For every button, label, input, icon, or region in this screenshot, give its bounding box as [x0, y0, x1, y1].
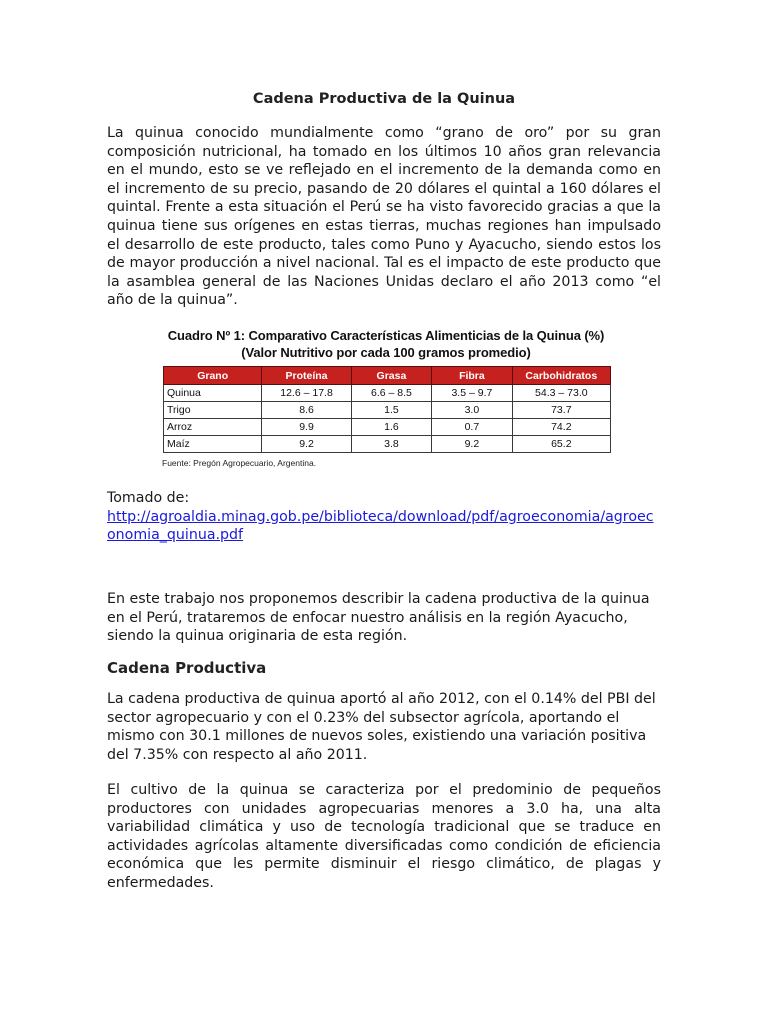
figure-subtitle: (Valor Nutritivo por cada 100 gramos promedio) [241, 345, 531, 360]
table-cell: 3.5 – 9.7 [432, 385, 512, 402]
table-header-row [164, 367, 611, 385]
table-cell: 65.2 [512, 436, 610, 453]
table-cell: 0.7 [432, 419, 512, 436]
intro-paragraph: La quinua conocido mundialmente como “grano de oro” por su gran composición nutricional, ha tomado en los últimos 10 años gran relevancia en el mundo, esto se ve reflejado en el incremento de la demanda como en el incremento de su precio, pasando de 20 dólares el quintal a 160 dólares el quintal. Frente a esta situación el Perú se ha visto favorecido gracias a que la quinua tiene sus orígenes en estas tierras, muchas regiones han impulsado el desarrollo de este producto, tales como Puno y Ayacucho, siendo estos los de mayor producción a nivel nacional. Tal es el impacto de este producto que la asamblea general de las Naciones Unidas declaro el año 2013 como “el año de la quinua”. [107, 125, 661, 309]
section-heading: Cadena Productiva [107, 659, 267, 677]
page-title: Cadena Productiva de la Quinua [252, 91, 516, 107]
table-cell: 74.2 [512, 419, 610, 436]
table-cell: Arroz [164, 419, 262, 436]
table-cell: 9.9 [262, 419, 351, 436]
table-cell: 12.6 – 17.8 [262, 385, 351, 402]
table-cell: Maíz [164, 436, 262, 453]
table-cell: 1.5 [351, 402, 431, 419]
table-row [164, 385, 611, 402]
table-cell: 3.8 [351, 436, 431, 453]
nutrition-table [163, 366, 611, 453]
section-paragraph-1: La cadena productiva de quinua aportó al año 2012, con el 0.14% del PBI del sector agropecuario y con el 0.23% del subsector agrícola, aportando el mismo con 30.1 millones de nuevos soles, existiendo una variación positiva del 7.35% con respecto al año 2011. [107, 691, 656, 763]
table-row [164, 436, 611, 453]
reference-block [107, 489, 661, 545]
header-cell: Carbohidratos [512, 367, 610, 385]
table-cell: 73.7 [512, 402, 610, 419]
table-cell: Trigo [164, 402, 262, 419]
header-cell: Fibra [432, 367, 512, 385]
table-cell: 9.2 [262, 436, 351, 453]
header-cell: Grano [164, 367, 262, 385]
reference-label: Tomado de: [107, 490, 190, 506]
table-row [164, 419, 611, 436]
table-cell: 6.6 – 8.5 [351, 385, 431, 402]
section-paragraph-2: El cultivo de la quinua se caracteriza por el predominio de pequeños productores con unidades agropecuarias menores a 3.0 ha, una alta variabilidad climática y uso de tecnología tradicional que se traduce en actividades agrícolas altamente diversificadas como condición de eficiencia económica que les permite disminuir el riesgo climático, de plagas y enfermedades. [107, 782, 661, 891]
table-cell: 1.6 [351, 419, 431, 436]
table-cell: Quinua [164, 385, 262, 402]
table-cell: 8.6 [262, 402, 351, 419]
table-row [164, 402, 611, 419]
figure-title: Cuadro Nº 1: Comparativo Características Alimenticias de la Quinua (%) [167, 328, 605, 343]
nutrition-table-figure [160, 328, 612, 473]
objective-paragraph: En este trabajo nos proponemos describir la cadena productiva de la quinua en el Perú, trataremos de enfocar nuestro análisis en la región Ayacucho, siendo la quinua originaria de esta región. [107, 591, 650, 645]
figure-source: Fuente: Pregón Agropecuario, Argentina. [162, 458, 317, 468]
header-cell: Proteína [262, 367, 351, 385]
table-cell: 54.3 – 73.0 [512, 385, 610, 402]
table-cell: 3.0 [432, 402, 512, 419]
reference-link[interactable]: http://agroaldia.minag.gob.pe/biblioteca/download/pdf/agroeconomia/agroeconomia_quinua.pdf [107, 508, 654, 544]
header-cell: Grasa [351, 367, 431, 385]
table-cell: 9.2 [432, 436, 512, 453]
